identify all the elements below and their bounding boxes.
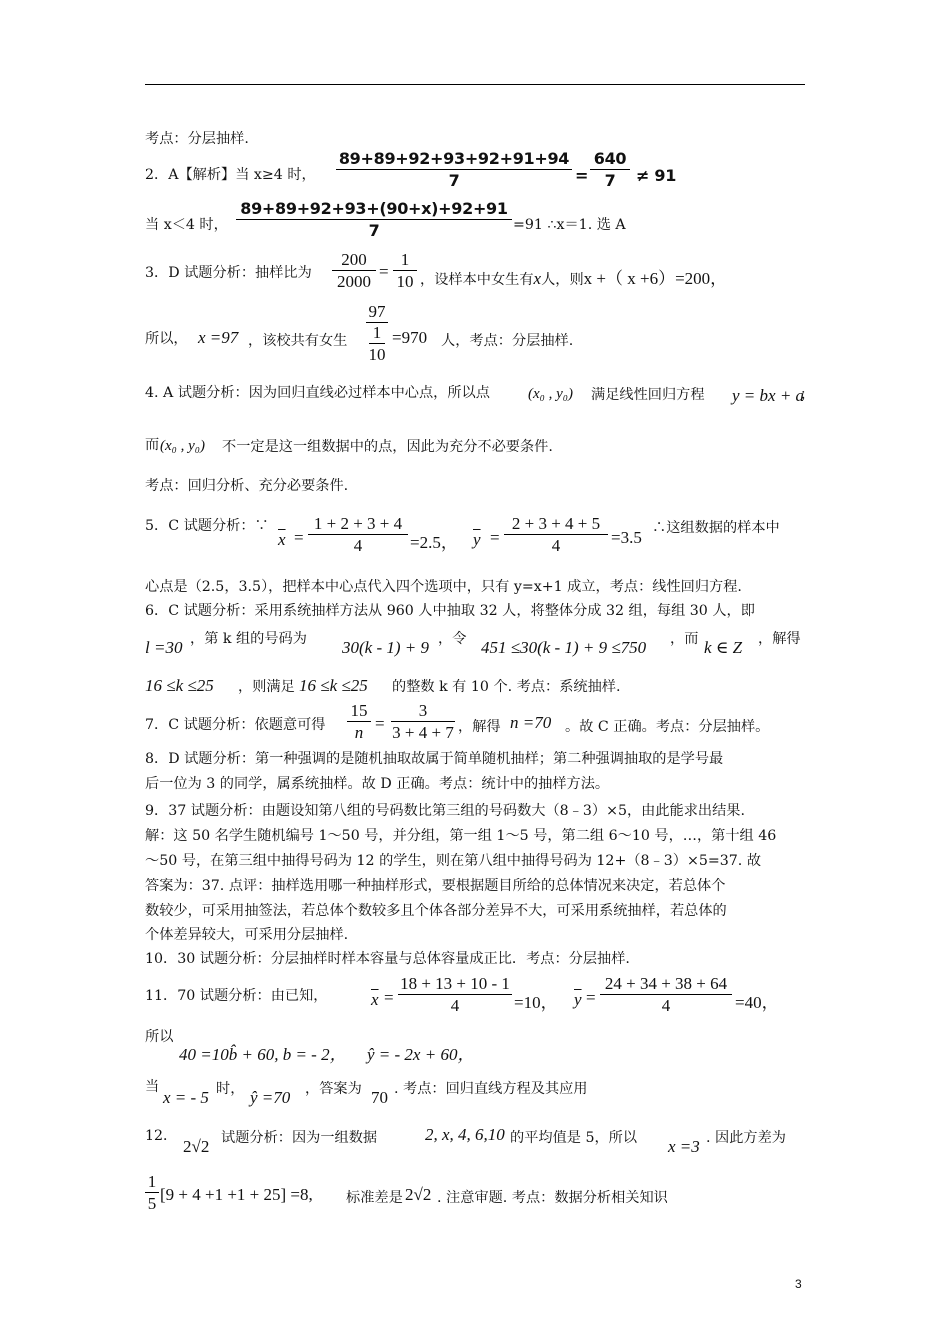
equation-b: 40 =10b̂ + 60, b = - 2， [179, 1045, 347, 1064]
line-13-text-b: ，则满足 [238, 679, 295, 695]
line-5-tail: 人，考点：分层抽样. [441, 333, 574, 349]
text-line-19: ～50 号，在第三组中抽得号码为 12 的学生，则在第八组中抽得号码为 12+（8﹣3）×5=37. 故 [145, 853, 762, 869]
value-40: =40， [735, 993, 779, 1012]
equals-sign: = [384, 988, 394, 1007]
value-3-5: =3.5 [611, 528, 642, 547]
point-x0-y0: (x₀ , y₀) [528, 386, 573, 402]
text-line-23: 10．30 试题分析：分层抽样时样本容量与总体容量成正比．考点：分层抽样. [145, 951, 630, 967]
fraction-numerator: 1 [393, 250, 417, 271]
fraction-denominator: 4 [661, 996, 671, 1015]
line-28-text-b: 标准差是 [346, 1190, 403, 1206]
mean-x: $\overline{x}$ [278, 530, 286, 549]
line-12-text-d: ，令 [438, 631, 467, 647]
line-13-tail: 的整数 k 有 10 个. 考点：系统抽样. [392, 679, 621, 695]
fraction-1-10 [393, 250, 417, 291]
inequality-range: 451 ≤30(k - 1) + 9 ≤750 [481, 638, 647, 657]
text-line-11: 6．C 试题分析：采用系统抽样方法从 960 人中抽取 32 人，将整体分成 32 组，每组 30 人，即 [145, 603, 755, 619]
fraction-numerator: 89+89+92+93+(90+x)+92+91 [236, 199, 512, 220]
text-line-24-prefix: 11．70 试题分析：由已知， [145, 988, 328, 1004]
line-4-text-c: 人，则 [541, 272, 584, 288]
value-10: =10， [514, 993, 558, 1012]
text-line-20: 答案为：37. 点评：抽样选用哪一种抽样形式，要根据题目所给的总体情况来决定，若总体个 [145, 878, 726, 894]
text-line-6-prefix: 4. A 试题分析：因为回归直线必过样本中心点，所以点 [145, 385, 490, 401]
line-26-tail: . 考点：回归直线方程及其应用 [394, 1081, 588, 1097]
fraction-mean-y [504, 514, 608, 555]
text-line-18: 解：这 50 名学生随机编号 1～50 号，并分组，第一组 1～5 号，第二组 6～10 号，…，第十组 46 [145, 828, 777, 844]
text-line-5-prefix: 所以， [145, 331, 188, 347]
not-equal-91: ≠ 91 [636, 166, 677, 185]
line-28-tail: . 注意审题. 考点：数据分析相关知识 [437, 1190, 668, 1206]
line-27-text-c: 试题分析：因为一组数据 [221, 1130, 378, 1146]
fraction-denominator: 4 [353, 536, 363, 555]
line-4-text-b: ，设样本中女生有 [420, 272, 534, 288]
equals-sign: = [375, 714, 385, 733]
fraction-denominator: 7 [368, 221, 380, 240]
fraction-numerator: 18 + 13 + 10 - 1 [398, 974, 512, 995]
fraction-200-2000 [332, 250, 376, 291]
line-27-text-e: 的平均值是 5，所以 [510, 1130, 638, 1146]
regression-equation: y = bx + a [732, 386, 805, 405]
regression-line: ŷ = - 2x + 60， [367, 1045, 475, 1064]
x-equals-3: x =3 [668, 1137, 700, 1156]
line-7-text: 不一定是这一组数据中的点，因此为充分不必要条件. [222, 439, 553, 455]
line-9-tail: ∴这组数据的样本中 [652, 520, 780, 536]
fraction-1-5 [145, 1172, 159, 1213]
line-27-tail: . 因此方差为 [706, 1130, 786, 1146]
fraction-denominator: 4 [450, 996, 460, 1015]
mean-y: $\overline{y}$ [473, 530, 481, 549]
fraction-640-7 [590, 149, 630, 190]
point-x0-y0: (x₀ , y₀) [160, 438, 205, 454]
fraction-sum-lt4 [236, 199, 512, 240]
y-hat-70: ŷ =70 [250, 1088, 291, 1107]
x-equals-97: x =97 [198, 328, 239, 347]
fraction-denominator: 5 [147, 1194, 157, 1213]
line-12-text-h: ，解得 [758, 631, 801, 647]
line-5-text: ，该校共有女生 [248, 333, 348, 349]
text-line-14-prefix: 7．C 试题分析：依题意可得 [145, 717, 326, 733]
fraction-15-n [347, 701, 371, 742]
line-12-text-b: ，第 k 组的号码为 [190, 631, 307, 647]
fraction-denominator: 10 [396, 272, 414, 291]
text-line-21: 数较少，可采用抽签法，若总体个数较多且个体各部分差异不大，可采用系统抽样，若总体的 [145, 903, 727, 919]
line-14-text-b: ，解得 [458, 719, 501, 735]
fraction-mean-x-11 [398, 974, 512, 1015]
group-number-formula: 30(k - 1) + 9 [342, 638, 430, 657]
line-3-tail: =91 ∴x＝1. 选 A [513, 217, 626, 233]
text-line-3-prefix: 当 x＜4 时， [145, 217, 228, 233]
line-14-tail: 。故 C 正确。考点：分层抽样。 [565, 719, 770, 735]
k-range-1: 16 ≤k ≤25 [145, 676, 214, 695]
fraction-numerator: 97 [366, 302, 388, 323]
two-root-two: 2√2 [405, 1185, 432, 1204]
data-set: 2, x, 4, 6,10 [425, 1125, 505, 1144]
fraction-numerator: 1 [145, 1172, 159, 1193]
equals-sign: = [294, 528, 304, 547]
line-6-text: 满足线性回归方程 [591, 387, 705, 403]
fraction-numerator: 640 [590, 149, 630, 170]
fraction-numerator: 2 + 3 + 4 + 5 [504, 514, 608, 535]
equals-sign: = [379, 262, 389, 281]
text-line-10: 心点是（2.5，3.5），把样本中心点代入四个选项中，只有 y=x+1 成立，考点：线性回归方程. [145, 579, 742, 595]
fraction-mean-y-11 [600, 974, 732, 1015]
fraction-denominator: 4 [551, 536, 561, 555]
text-line-25-prefix: 所以 [145, 1029, 174, 1045]
fraction-mean-x [308, 514, 408, 555]
text-line-4-prefix: 3．D 试题分析：抽样比为 [145, 265, 312, 281]
two-root-two: 2√2 [183, 1137, 210, 1156]
line-26-text-c: 时， [216, 1081, 245, 1097]
fraction-denominator: 3 + 4 + 7 [392, 723, 454, 742]
line-6-tail: ； [800, 387, 815, 403]
text-line-27-prefix: 12． [145, 1128, 178, 1144]
equals-sign: = [586, 988, 596, 1007]
l-equals-30: l =30 [145, 638, 183, 657]
fraction-3-over-sum [391, 701, 455, 742]
text-line-26-prefix: 当 [145, 1079, 160, 1095]
text-line-15: 8．D 试题分析：第一种强调的是随机抽取故属于简单随机抽样；第二种强调抽取的是学号最 [145, 751, 724, 767]
variable-x: x [533, 269, 542, 288]
fraction-numerator: 3 [391, 701, 455, 722]
text-line-17: 9．37 试题分析：由题设知第八组的号码数比第三组的号码数大（8﹣3）×5，由此能求出结果. [145, 803, 746, 819]
fraction-numerator: 1 + 2 + 3 + 4 [308, 514, 408, 535]
page-number: 3 [795, 1277, 802, 1291]
mean-x: $\overline{x}$ [371, 990, 379, 1009]
equals-sign: = [490, 528, 500, 547]
x-equals-minus-5: x = - 5 [163, 1088, 209, 1107]
fraction-97-over-1-10 [366, 302, 388, 364]
line-4-mid [420, 264, 727, 289]
fraction-denominator: 7 [448, 171, 460, 190]
k-range-2: 16 ≤k ≤25 [299, 676, 368, 695]
text-line-2-prefix: 2．A【解析】当 x≥4 时， [145, 167, 316, 183]
fraction-inner-numerator: 1 [369, 323, 385, 344]
equals-970: =970 [392, 328, 428, 347]
text-line-8: 考点：回归分析、充分必要条件. [145, 478, 349, 494]
fraction-numerator: 89+89+92+93+92+91+94 [336, 149, 572, 170]
line-12-text-f: ，而 [670, 631, 699, 647]
k-in-z: k ∈ Z [704, 638, 743, 657]
value-2-5: =2.5， [410, 533, 458, 552]
text-line-16: 后一位为 3 的同学，属系统抽样。故 D 正确。考点：统计中的抽样方法。 [145, 776, 610, 792]
fraction-denominator: n [354, 723, 364, 742]
equals-sign: = [575, 166, 589, 185]
variance-expression: [9 + 4 +1 +1 + 25] =8, [160, 1185, 313, 1204]
text-line-7-prefix: 而 [145, 437, 160, 453]
n-equals-70: n =70 [510, 713, 552, 732]
text-line-1: 考点：分层抽样. [145, 131, 249, 147]
text-line-9-prefix: 5．C 试题分析：∵ [145, 518, 269, 534]
fraction-denominator: 10 [368, 345, 386, 364]
line-4-equation: x +（ x +6）=200， [583, 269, 728, 288]
fraction-sum-ge4 [336, 149, 572, 190]
line-26-text-e: ，答案为 [305, 1081, 362, 1097]
header-rule [145, 84, 805, 85]
fraction-numerator: 24 + 34 + 38 + 64 [600, 974, 732, 995]
fraction-numerator: 200 [332, 250, 376, 271]
fraction-numerator: 15 [347, 701, 371, 722]
answer-70: 70 [371, 1088, 388, 1107]
fraction-denominator: 2000 [337, 272, 371, 291]
text-line-22: 个体差异较大，可采用分层抽样. [145, 927, 349, 943]
fraction-denominator: 7 [604, 171, 616, 190]
mean-y: $\overline{y}$ [574, 990, 582, 1009]
